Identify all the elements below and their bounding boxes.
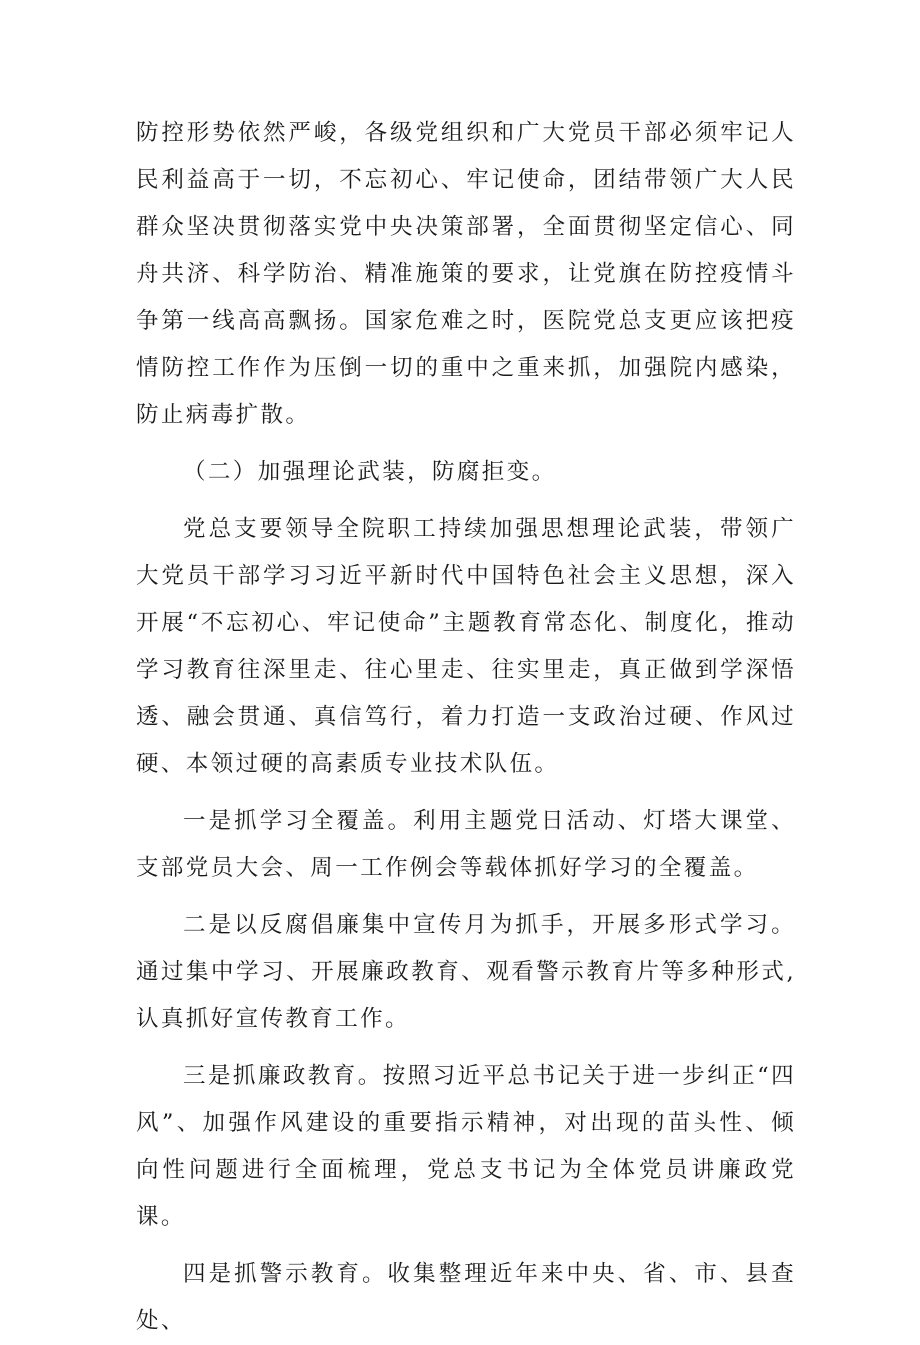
paragraph-warning-education: 四是抓警示教育。收集整理近年来中央、省、市、县查处、 [136, 1261, 796, 1334]
document-body [136, 110, 796, 1345]
paragraph-theory-study: 党总支要领导全院职工持续加强思想理论武装，带领广大党员干部学习习近平新时代中国特色社会主义思想，深入开展“不忘初心、牢记使命”主题教育常态化、制度化，推动学习教育往深里走、往心里走、往实里走，真正做到学深悟透、融会贯通、真信笃行，着力打造一支政治过硬、作风过硬、本领过硬的高素质专业技术队伍。 [136, 516, 796, 777]
paragraph-study-coverage: 一是抓学习全覆盖。利用主题党日活动、灯塔大课堂、支部党员大会、周一工作例会等载体抓好学习的全覆盖。 [136, 808, 796, 881]
section-heading-theory: （二）加强理论武装，防腐拒变。 [183, 459, 557, 485]
paragraph-epidemic-control: 防控形势依然严峻，各级党组织和广大党员干部必须牢记人民利益高于一切，不忘初心、牢记使命，团结带领广大人民群众坚决贯彻落实党中央决策部署，全面贯彻坚定信心、同舟共济、科学防治、精准施策的要求，让党旗在防控疫情斗争第一线高高飘扬。国家危难之时，医院党总支更应该把疫情防控工作作为压倒一切的重中之重来抓，加强院内感染，防止病毒扩散。 [136, 120, 796, 428]
paragraph-anticorruption-month: 二是以反腐倡廉集中宣传月为抓手，开展多形式学习。通过集中学习、开展廉政教育、观看警示教育片等多种形式,认真抓好宣传教育工作。 [136, 912, 796, 1032]
paragraph-integrity-education: 三是抓廉政教育。按照习近平总书记关于进一步纠正“四风”、加强作风建设的重要指示精神，对出现的苗头性、倾向性问题进行全面梳理，党总支书记为全体党员讲廉政党课。 [136, 1063, 796, 1230]
